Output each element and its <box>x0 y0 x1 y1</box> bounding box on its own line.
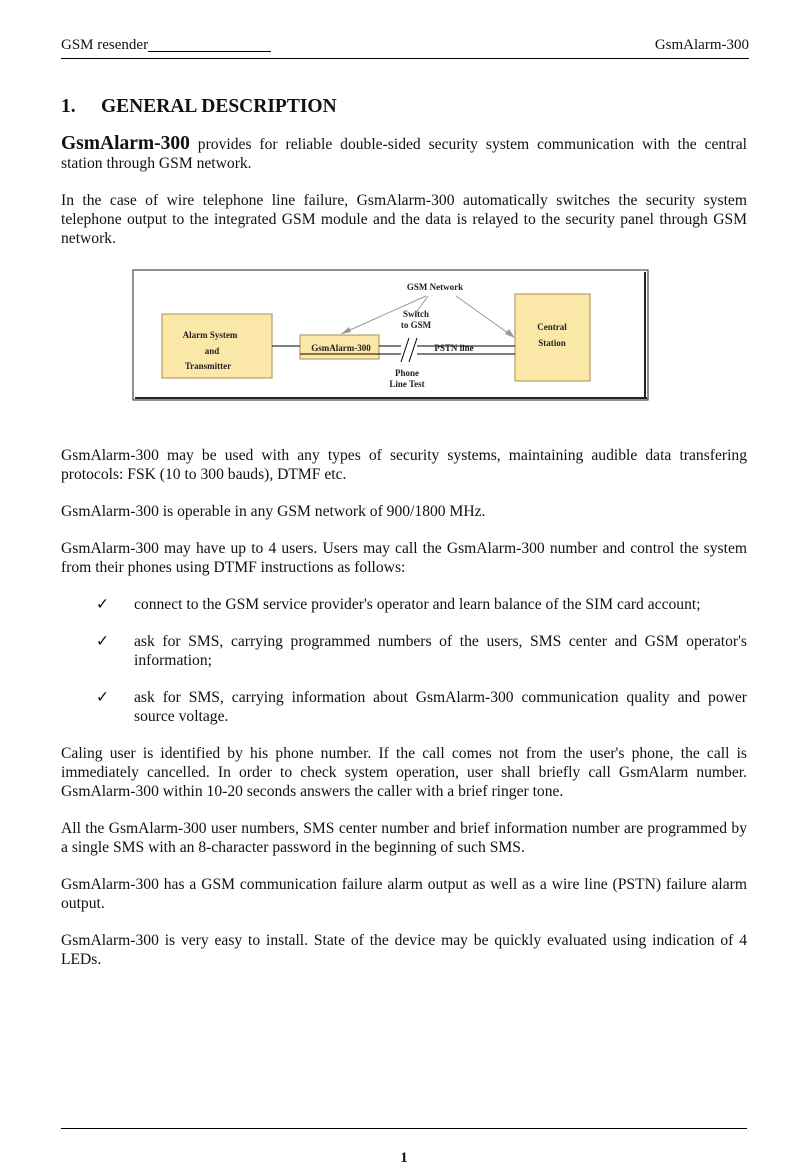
alarm-line-1: Alarm System <box>182 330 238 340</box>
central-line-2: Station <box>538 338 566 348</box>
product-name: GsmAlarm-300 <box>61 133 190 154</box>
section-title: GENERAL DESCRIPTION <box>101 96 337 117</box>
page-content <box>61 94 747 987</box>
line-test-label: Line Test <box>389 379 425 389</box>
paragraph-5: Caling user is identified by his phone number. If the call comes not from the user's phone, the call is immediately cancelled. In order to check system operation, user shall briefly call GsmAlarm number. GsmAlarm-300 within 10-20 seconds answers the caller with a brief ringer tone. <box>61 745 747 800</box>
paragraph-4: GsmAlarm-300 may have up to 4 users. Users may call the GsmAlarm-300 number and control the system from their phones using DTMF instructions as follows: <box>61 540 747 576</box>
paragraph-2: GsmAlarm-300 may be used with any types of security systems, maintaining audible data transfering protocols: FSK (10 to 300 bauds), DTMF etc. <box>61 447 747 483</box>
switch-label: Switch <box>402 309 430 319</box>
check-icon: ✓ <box>96 689 110 706</box>
to-gsm-label: to GSM <box>400 320 432 330</box>
header-right: GsmAlarm-300 <box>654 37 749 53</box>
bullet-item-1: ✓ connect to the GSM service provider's operator and learn balance of the SIM card account; <box>96 596 701 613</box>
phone-label: Phone <box>394 368 420 378</box>
system-diagram <box>61 266 747 446</box>
diagram-svg <box>61 266 747 446</box>
bullet-item-3: ✓ ask for SMS, carrying information about GsmAlarm-300 communication quality and power source voltage. <box>96 689 747 725</box>
device-label: GsmAlarm-300 <box>311 343 371 353</box>
header-left: GSM resender <box>61 37 271 54</box>
paragraph-8: GsmAlarm-300 is very easy to install. State of the device may be quickly evaluated using indication of 4 LEDs. <box>61 932 747 968</box>
page-number: 1 <box>400 1150 408 1166</box>
alarm-line-3: Transmitter <box>184 361 232 371</box>
page-header <box>61 36 749 59</box>
check-icon: ✓ <box>96 596 110 613</box>
paragraph-7: GsmAlarm-300 has a GSM communication failure alarm output as well as a wire line (PSTN) failure alarm output. <box>61 876 747 912</box>
bullet-item-2: ✓ ask for SMS, carrying programmed numbers of the users, SMS center and GSM operator's information; <box>96 633 747 669</box>
intro-paragraph: GsmAlarm-300 provides for reliable double-sided security system communication with the central station through GSM network. <box>61 133 747 172</box>
section-heading <box>61 94 747 134</box>
check-icon: ✓ <box>96 633 110 650</box>
central-line-1: Central <box>537 322 567 332</box>
section-number: 1. <box>61 96 76 117</box>
alarm-line-2: and <box>204 346 220 356</box>
pstn-label: PSTN line <box>434 343 474 353</box>
paragraph-1: In the case of wire telephone line failure, GsmAlarm-300 automatically switches the security system telephone output to the integrated GSM module and the data is relayed to the security panel through GSM network. <box>61 192 747 247</box>
gsm-network-label: GSM Network <box>406 282 464 292</box>
paragraph-3: GsmAlarm-300 is operable in any GSM network of 900/1800 MHz. <box>61 503 486 520</box>
footer-rule <box>61 1128 747 1129</box>
paragraph-6: All the GsmAlarm-300 user numbers, SMS center number and brief information number are programmed by a single SMS with an 8-character password in the beginning of such SMS. <box>61 820 747 856</box>
